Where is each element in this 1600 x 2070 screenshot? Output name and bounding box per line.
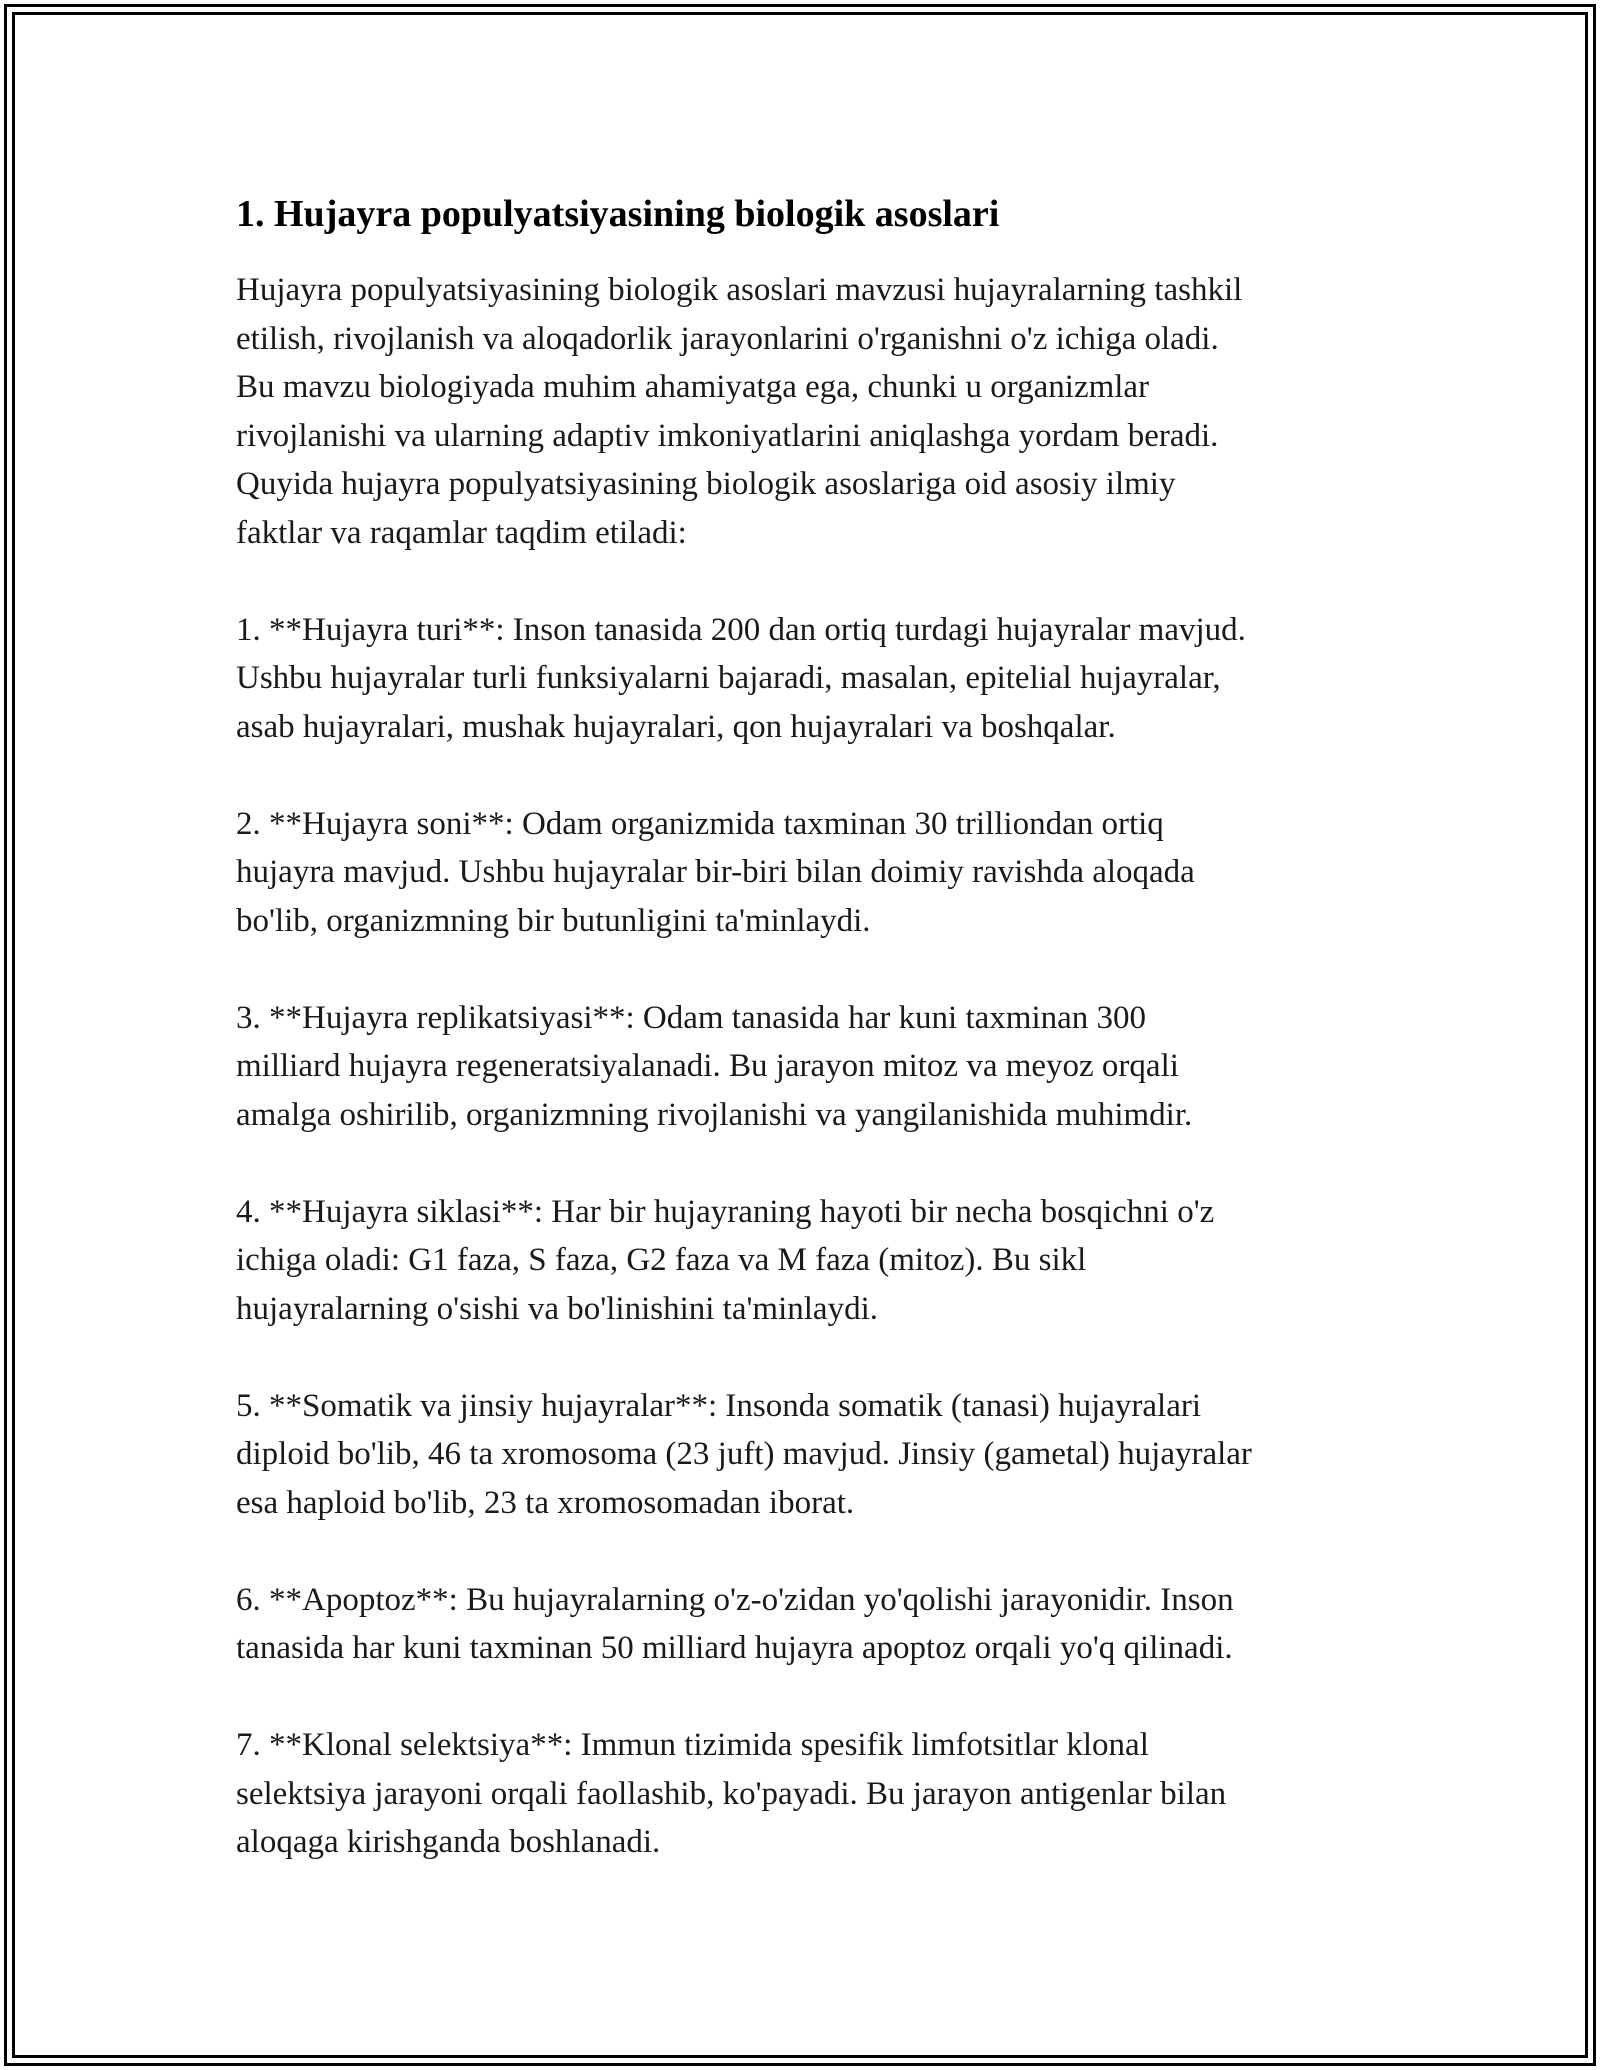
text-line: 3. **Hujayra replikatsiyasi**: Odam tanasida har kuni taxminan 300 <box>236 999 1147 1036</box>
text-line: etilish, rivojlanish va aloqadorlik jarayonlarini o'rganishni o'z ichiga oladi. <box>236 320 1219 357</box>
section-title: 1. Hujayra populyatsiyasining biologik asoslari <box>236 193 1000 235</box>
text-line: diploid bo'lib, 46 ta xromosoma (23 juft) mavjud. Jinsiy (gametal) hujayralar <box>236 1436 1252 1472</box>
text-line: selektsiya jarayoni orqali faollashib, ko'payadi. Bu jarayon antigenlar bilan <box>236 1775 1227 1812</box>
fact-item-clonal-selection <box>236 1721 1386 1867</box>
text-line: 6. **Apoptoz**: Bu hujayralarning o'z-o'zidan yo'qolishi jarayonidir. Inson <box>236 1581 1234 1618</box>
text-line: Hujayra populyatsiyasining biologik asoslari mavzusi hujayralarning tashkil <box>236 272 1243 308</box>
text-line: asab hujayralari, mushak hujayralari, qon hujayralari va boshqalar. <box>236 708 1116 745</box>
text-line: Quyida hujayra populyatsiyasining biologik asoslariga oid asosiy ilmiy <box>236 466 1176 502</box>
document-body <box>236 188 1386 1867</box>
text-line: ichiga oladi: G1 faza, S faza, G2 faza va M faza (mitoz). Bu sikl <box>236 1242 1087 1278</box>
text-line: esa haploid bo'lib, 23 ta xromosomadan iborat. <box>236 1484 855 1521</box>
text-line: 7. **Klonal selektsiya**: Immun tizimida spesifik limfotsitlar klonal <box>236 1727 1149 1763</box>
intro-paragraph <box>236 266 1386 557</box>
text-line: aloqaga kirishganda boshlanadi. <box>236 1824 661 1860</box>
text-line: 4. **Hujayra siklasi**: Har bir hujayraning hayoti bir necha bosqichni o'z <box>236 1193 1215 1230</box>
fact-item-apoptosis <box>236 1576 1386 1673</box>
text-line: Bu mavzu biologiyada muhim ahamiyatga ega, chunki u organizmlar <box>236 369 1150 405</box>
fact-item-somatic-germ-cells <box>236 1382 1386 1528</box>
text-line: 5. **Somatik va jinsiy hujayralar**: Insonda somatik (tanasi) hujayralari <box>236 1387 1202 1424</box>
text-line: rivojlanishi va ularning adaptiv imkoniyatlarini aniqlashga yordam beradi. <box>236 417 1219 454</box>
text-line: hujayra mavjud. Ushbu hujayralar bir-biri bilan doimiy ravishda aloqada <box>236 854 1195 890</box>
text-line: amalga oshirilib, organizmning rivojlanishi va yangilanishida muhimdir. <box>236 1096 1193 1133</box>
text-line: 2. **Hujayra soni**: Odam organizmida taxminan 30 trilliondan ortiq <box>236 805 1164 842</box>
text-line: 1. **Hujayra turi**: Inson tanasida 200 dan ortiq turdagi hujayralar mavjud. <box>236 611 1246 648</box>
text-line: bo'lib, organizmning bir butunligini ta'minlaydi. <box>236 902 871 939</box>
fact-item-cell-replication <box>236 994 1386 1140</box>
fact-item-cell-count <box>236 800 1386 946</box>
text-line: hujayralarning o'sishi va bo'linishini ta'minlaydi. <box>236 1290 879 1327</box>
text-line: Ushbu hujayralar turli funksiyalarni bajaradi, masalan, epitelial hujayralar, <box>236 660 1221 696</box>
fact-item-cell-cycle <box>236 1188 1386 1334</box>
fact-item-cell-types <box>236 606 1386 752</box>
text-line: faktlar va raqamlar taqdim etiladi: <box>236 514 687 551</box>
text-line: milliard hujayra regeneratsiyalanadi. Bu jarayon mitoz va meyoz orqali <box>236 1048 1179 1084</box>
text-line: tanasida har kuni taxminan 50 milliard hujayra apoptoz orqali yo'q qilinadi. <box>236 1630 1233 1666</box>
